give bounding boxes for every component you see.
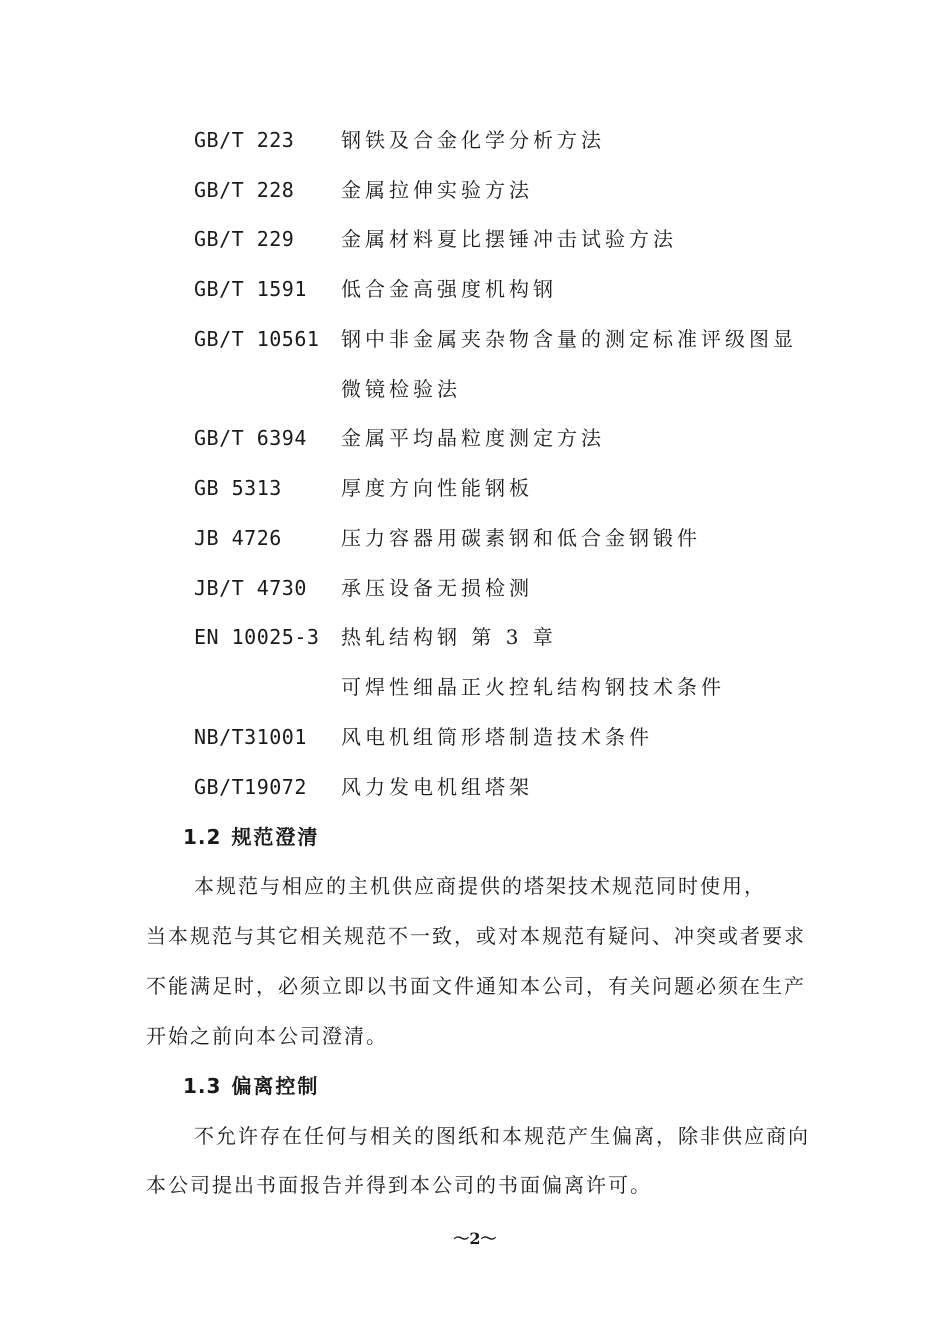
standard-code: GB/T 228 — [194, 178, 295, 202]
standard-title: 可焊性细晶正火控轧结构钢技术条件 — [341, 675, 725, 699]
standard-code: GB/T 1591 — [194, 277, 307, 301]
standard-code: GB/T 10561 — [194, 327, 320, 351]
paragraph-line: 开始之前向本公司澄清。 — [146, 1024, 388, 1048]
paragraph-line: 本规范与相应的主机供应商提供的塔架技术规范同时使用， — [194, 874, 766, 898]
standard-code: GB/T19072 — [194, 775, 307, 799]
standard-title: 厚度方向性能钢板 — [341, 476, 533, 500]
standard-title: 金属材料夏比摆锤冲击试验方法 — [341, 227, 677, 251]
paragraph-line: 不允许存在任何与相关的图纸和本规范产生偏离，除非供应商向 — [194, 1124, 810, 1148]
section-title: 偏离控制 — [231, 1074, 320, 1098]
paragraph-line: 本公司提出书面报告并得到本公司的书面偏离许可。 — [146, 1173, 652, 1197]
standard-code: GB/T 223 — [194, 128, 295, 152]
standard-title: 低合金高强度机构钢 — [341, 277, 557, 301]
section-heading-deviation — [183, 1069, 319, 1103]
standard-title: 钢铁及合金化学分析方法 — [341, 128, 605, 152]
standard-code: JB 4726 — [194, 526, 282, 550]
paragraph-line: 不能满足时，必须立即以书面文件通知本公司，有关问题必须在生产 — [146, 974, 806, 998]
section-heading-clarification — [183, 820, 319, 854]
section-number: 1.2 — [183, 825, 222, 849]
standard-title: 钢中非金属夹杂物含量的测定标准评级图显 — [341, 327, 797, 351]
standard-title: 热轧结构钢 第 3 章 — [341, 625, 557, 649]
standard-title: 微镜检验法 — [341, 377, 461, 401]
standard-code: EN 10025-3 — [194, 625, 320, 649]
standard-title: 金属拉伸实验方法 — [341, 178, 533, 202]
paragraph-line: 当本规范与其它相关规范不一致，或对本规范有疑问、冲突或者要求 — [146, 924, 806, 948]
standard-title: 风电机组筒形塔制造技术条件 — [341, 725, 653, 749]
standard-title: 风力发电机组塔架 — [341, 775, 533, 799]
section-title: 规范澄清 — [231, 825, 320, 849]
standard-code: JB/T 4730 — [194, 576, 307, 600]
page-number: ～2～ — [453, 1229, 497, 1248]
standard-title: 金属平均晶粒度测定方法 — [341, 426, 605, 450]
section-number: 1.3 — [183, 1074, 222, 1098]
standard-code: GB/T 229 — [194, 227, 295, 251]
standard-code: GB/T 6394 — [194, 426, 307, 450]
standard-title: 承压设备无损检测 — [341, 576, 533, 600]
standard-code: GB 5313 — [194, 476, 282, 500]
standard-title: 压力容器用碳素钢和低合金钢锻件 — [341, 526, 701, 550]
standard-code: NB/T31001 — [194, 725, 307, 749]
